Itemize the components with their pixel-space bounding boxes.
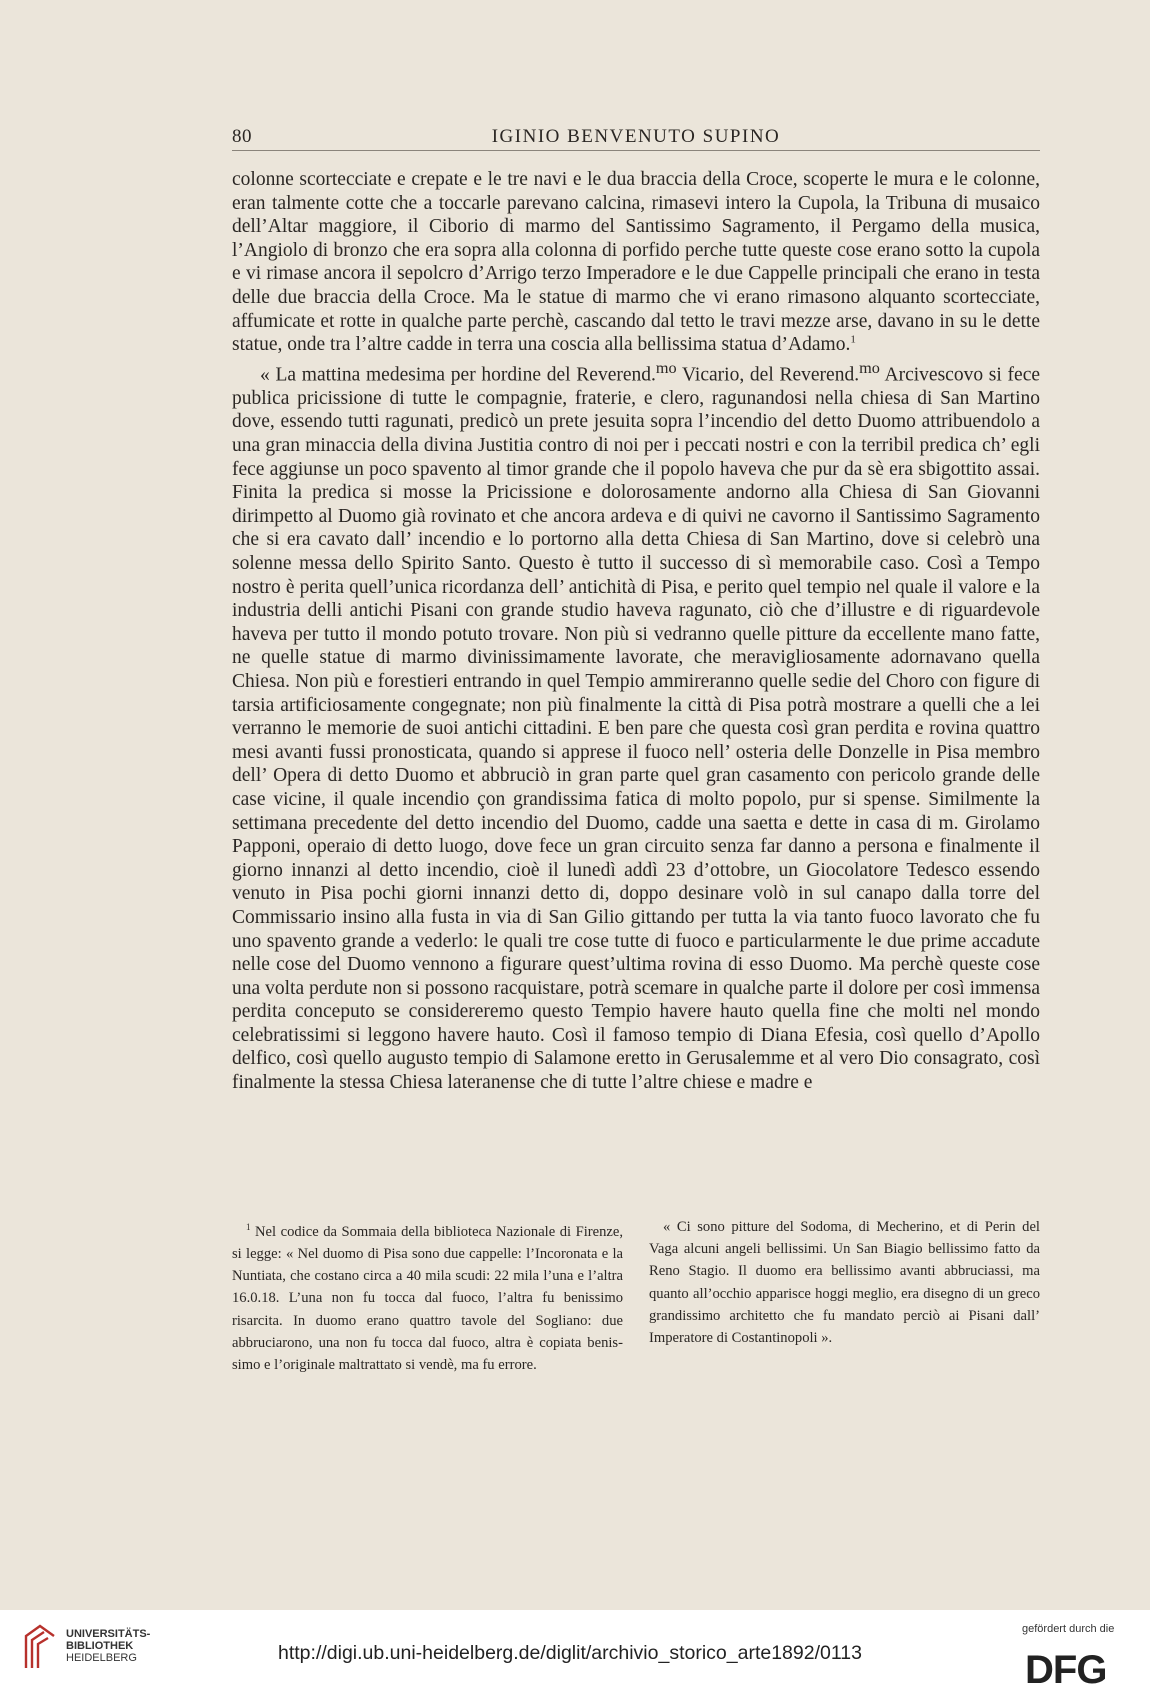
paragraph-text: Vicario, del Reverend. (676, 364, 860, 386)
library-logo-icon (22, 1622, 58, 1672)
paragraph-text: colonne scortecciate e crepate e le tre navi e le dua braccia della Croce, scoperte le mura e le colonne, eran talmente cotte che a toccarle parevano calcina, rimasevi intero la Cupola, la Tribuna di musaico dell’Altar maggiore, il Ciborio di marmo del Santissimo Sagramento, il Pergamo della musica, l’Angiolo di bronzo che era sopra alla colonna di porfido perche tutte queste cose erano sotto la cupola e vi rimase ancora il sepolcro d’Arrigo terzo Imperadore e le due Cappelle principali che erano in testa delle due braccia della Croce. Ma le statue di marmo che vi erano rimasono alquanto scortecciate, affumicate et rotte in qualche parte perchè, cascando dal tetto le travi mezze arse, davano in su le dette statue, onde tra l’altre cadde in terra una coscia alla bellissima statua d’Adamo. (232, 169, 1040, 356)
library-name-line: BIBLIOTHEK (66, 1640, 134, 1652)
page-number: 80 (232, 126, 252, 147)
running-head-author: IGINIO BENVENUTO SUPINO (491, 126, 781, 147)
sponsor-caption: gefördert durch die (1022, 1623, 1115, 1635)
footnote (232, 1216, 623, 1376)
superscript: mo (859, 358, 880, 377)
permalink-url[interactable]: http://digi.ub.uni-heidelberg.de/diglit/archivio_storico_arte1892/0113 (278, 1642, 862, 1664)
paragraph-text: « La mattina medesima per hordine del Reverend. (260, 364, 656, 386)
footnote-continued (649, 1216, 1040, 1349)
body-text (232, 168, 1040, 1095)
library-name-line: HEIDELBERG (66, 1652, 137, 1664)
footnote-text: « Ci sono pitture del Sodoma, di Mecherino, et di Perin del Vaga alcuni angeli bellissimi. Un San Biagio bellissimo fatto da Reno Stagio. Il duomo era bellissimo avanti abbruciassi, ma quanto all’occhio apparisce hoggi meglio, era disegno di un greco grandissimo architetto che fu mandato perciò ai Pisani dall’ Imperatore di Costantinopoli ». (649, 1219, 1040, 1347)
footnote-text: Nel codice da Sommaia della biblioteca Nazionale di Firenze, si legge: « Nel duomo di Pisa sono due cappelle: l’Incoronata e la Nuntiata, che costano circa a 40 mila scudi: 22 mila l’una e l’altra 16.0.18. L’una non fu tocca dal fuoco, l’altra fu benissimo risarcita. In duomo erano quattro tavole del Sogliano: due abbruciarono, una non fu tocca dal fuoco, altra è copiata benissimo e l’originale maltrattato si vendè, ma fu errore. (232, 1223, 623, 1374)
footnotes (232, 1216, 1040, 1376)
paragraph (232, 168, 1040, 357)
running-head (232, 124, 1040, 151)
footnote-reference: 1 (850, 333, 856, 346)
library-name (66, 1628, 150, 1664)
paragraph (232, 357, 1040, 1095)
dfg-logo: DFG (1025, 1648, 1107, 1692)
paragraph-text: Arcivescovo si fece publica pricissione di tutte le compagnie, fraterie, e clero, ragunandosi nella chiesa di San Martino dove, essendo tutti ragunati, predicò un prete jesuita sopra l’incendio del detto Duomo attribuendolo a una gran minaccia della divina Justitia contro di noi per i peccati nostri e con la terribil predica ch’ egli fece aggiunse un poco spavento al timor grande che il popolo haveva che pur da sè era sbigottito assai. Finita la predica si mosse la Pricissione e dolorosamente andorno alla Chiesa di San Giovanni dirimpetto al Duomo già rovinato et che ancora ardeva e di quivi ne cavorno il Santissimo Sagramento che si era cavato dall’ incendio e lo portorno alla detta Chiesa di San Martino, dove si celebrò una solenne messa dello Spirito Santo. Questo è tutto il successo di sì memorabile caso. Così a Tempo nostro è perita quell’unica ricordanza dell’ antichità di Pisa, e perito quel tempio nel quale il valore e la industria delli antichi Pisani con grande studio haveva ragunato, ciò che d’illustre e di riguardevole haveva per tutto il mondo potuto trovare. Non più si vedranno quelle pitture da eccellente mano fatte, ne quelle statue di marmo divinissimamente lavorate, che meravigliosamente adornavano quella Chiesa. Non più e forestieri entrando in quel Tempio ammireranno quelle sedie del Choro con figure di tarsia artificiosamente congegnate; non più finalmente la città di Pisa potrà mostrare a quelli che a lei verranno le memorie de suoi antichi cittadini. E ben pare che questa così gran perdita e rovina quattro mesi avanti fussi pronosticata, quando si apprese il fuoco nell’ osteria delle Donzelle in Pisa membro dell’ Opera di detto Duomo et abbruciò in gran parte quel gran casamento con pericolo grande delle case vicine, il quale incendio çon grandissima fatica di molto popolo, pur si spense. Similmente la settimana precedente del detto incendio del Duomo, cadde una saetta e dette in casa di m. Girolamo Papponi, operaio di detto luogo, dove fece un gran circuito senza far danno a persona e finalmente il giorno innanzi al detto incendio, cioè il lunedì addì 23 d’ottobre, un Giocolatore Tedesco essendo venuto in Pisa pochi giorni innanzi detto di, doppo desinare volò in sul canapo dalla torre del Commissario insino alla fusta in via di San Gilio gittando per tutta la via tanto fuoco lavorato che fu uno spavento grande a vederlo: le quali tre cose tutte di fuoco e particularmente le due prime accadute nelle cose del Duomo vennono a figurare quest’ultima rovina di esso Duomo. Ma perchè queste cose una volta perdute non si possono racquistare, potrà scemare in qualche parte il dolore per così immensa perdita conceputo se considereremo questo Tempio havere hauto quella fine che molti nel mondo celebratissimi si leggono havere hauto. Così il famoso tempio di Diana Efesia, così quello d’Apollo delfico, così quello augusto tempio di Salamone eretto in Gerusalemme et al vero Dio consagrato, così finalmente la stessa Chiesa lateranense che di tutte l’altre chiese e madre e (232, 364, 1040, 1094)
footnote-marker: 1 (246, 1222, 251, 1232)
superscript: mo (655, 358, 677, 377)
library-name-line: UNIVERSITÄTS- (66, 1628, 151, 1640)
